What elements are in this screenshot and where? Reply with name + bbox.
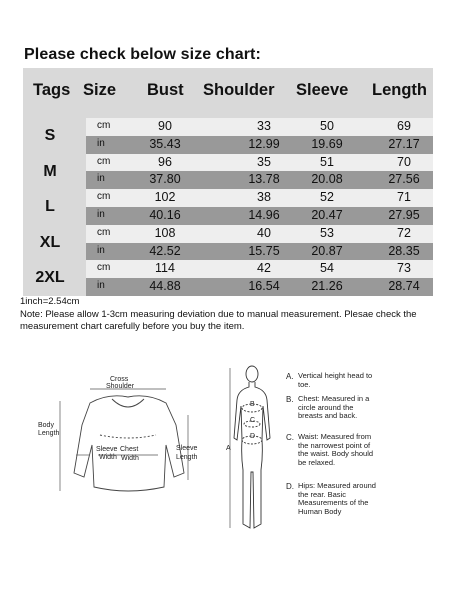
value-cell: 37.80 — [149, 172, 181, 187]
value-cell: 12.99 — [248, 136, 280, 151]
header-length: Length — [372, 81, 427, 99]
table-row-cm — [86, 154, 433, 172]
letter-d: D — [250, 433, 256, 440]
letter-b: B — [250, 401, 255, 408]
value-cell: 40.16 — [149, 208, 181, 222]
header-shoulder: Shoulder — [203, 81, 275, 99]
table-row-cm — [86, 118, 433, 136]
value-cell: 20.47 — [311, 208, 343, 222]
unit-cell: in — [97, 137, 105, 149]
unit-cell: cm — [97, 155, 111, 167]
unit-cell: in — [97, 280, 105, 292]
value-cell: 20.87 — [311, 243, 343, 258]
value-cell: 35 — [257, 154, 271, 169]
letter-c: C — [250, 417, 256, 424]
value-cell: 16.54 — [248, 279, 280, 294]
value-cell: 27.17 — [388, 136, 420, 151]
cross-label-2: Shoulder — [106, 383, 135, 390]
sleeve-width-label-2: Width — [99, 454, 117, 461]
table-row-in — [86, 278, 433, 296]
table-row-in — [86, 171, 433, 189]
value-cell: 102 — [154, 190, 176, 205]
value-cell: 71 — [397, 190, 411, 205]
unit-cell: cm — [97, 262, 111, 274]
value-cell: 90 — [158, 119, 172, 133]
value-cell: 33 — [257, 119, 271, 133]
cross-label-1: Cross — [110, 376, 129, 383]
value-cell: 27.56 — [388, 172, 420, 187]
shirt-measurement-diagram — [38, 375, 208, 505]
size-tag: L — [45, 198, 55, 216]
value-cell: 73 — [397, 261, 411, 276]
unit-cell: in — [97, 209, 105, 220]
legend-text-b: Chest: Measured in a circle around the breasts and back. — [298, 394, 370, 420]
unit-cell: in — [97, 173, 105, 185]
sleeve-length-label-1: Sleeve — [176, 445, 198, 452]
value-cell: 114 — [155, 261, 175, 276]
value-cell: 27.95 — [388, 208, 420, 222]
value-cell: 53 — [320, 225, 334, 240]
size-tag: M — [43, 162, 57, 180]
value-cell: 15.75 — [248, 243, 280, 258]
value-cell: 38 — [257, 190, 271, 205]
value-cell: 108 — [154, 225, 176, 240]
value-cell: 54 — [320, 261, 334, 276]
legend-text-a: Vertical height head to toe. — [298, 371, 373, 389]
conversion-note: 1inch=2.54cm — [20, 296, 80, 307]
value-cell: 20.08 — [311, 172, 343, 187]
legend-letter-b: B. — [286, 395, 294, 404]
legend-text-c: Waist: Measured from the narrowest point of the waist. Body should be relaxed. — [298, 432, 374, 467]
value-cell: 14.96 — [248, 208, 280, 222]
sleeve-length-label-2: Length — [176, 454, 198, 461]
value-cell: 69 — [397, 119, 411, 133]
body-length-label-2: Length — [38, 430, 60, 437]
header-tags: Tags — [33, 81, 71, 99]
table-row-in — [86, 243, 433, 261]
value-cell: 70 — [397, 154, 411, 169]
table-row-cm — [86, 189, 433, 207]
table-row-cm — [86, 260, 433, 278]
value-cell: 21.26 — [311, 279, 343, 294]
body-figure-diagram — [220, 360, 280, 540]
value-cell: 72 — [397, 225, 411, 240]
value-cell: 52 — [320, 190, 334, 205]
unit-cell: in — [97, 244, 105, 256]
size-tag: 2XL — [35, 269, 65, 287]
legend-letter-a: A. — [286, 372, 294, 381]
page-title: Please check below size chart: — [24, 46, 261, 63]
header-size: Size — [83, 81, 117, 99]
letter-a: A — [226, 445, 231, 452]
chest-width-label-2: Width — [121, 455, 139, 462]
unit-cell: cm — [97, 226, 111, 238]
legend-letter-d: D. — [286, 482, 294, 491]
value-cell: 50 — [320, 119, 334, 133]
value-cell: 96 — [158, 154, 172, 169]
header-bust: Bust — [147, 81, 184, 99]
size-tag: S — [44, 127, 56, 144]
value-cell: 42 — [257, 261, 271, 276]
unit-cell: cm — [97, 120, 111, 131]
chest-width-label-1: Chest — [120, 446, 139, 453]
value-cell: 51 — [320, 154, 334, 169]
header-sleeve: Sleeve — [296, 81, 349, 99]
table-row-in — [86, 136, 433, 154]
value-cell: 42.52 — [149, 243, 181, 258]
value-cell: 28.74 — [388, 279, 420, 294]
value-cell: 13.78 — [248, 172, 280, 187]
value-cell: 35.43 — [149, 136, 181, 151]
body-length-label-1: Body — [38, 422, 54, 429]
value-cell: 40 — [257, 225, 271, 240]
value-cell: 19.69 — [311, 136, 343, 151]
measurement-note: Note: Please allow 1-3cm measuring deviation due to manual measurement. Plesae check the measurement chart carefully before you buy the item. — [20, 309, 417, 332]
legend-text-d: Hips: Measured around the rear. Basic Measurements of the Human Body — [298, 481, 376, 516]
sleeve-width-label-1: Sleeve — [96, 446, 118, 453]
value-cell: 28.35 — [388, 243, 420, 258]
size-tag: XL — [39, 233, 61, 251]
value-cell: 44.88 — [149, 279, 181, 294]
legend-letter-c: C. — [286, 433, 294, 442]
unit-cell: cm — [97, 191, 111, 203]
table-row-in — [86, 207, 433, 225]
table-row-cm — [86, 225, 433, 243]
